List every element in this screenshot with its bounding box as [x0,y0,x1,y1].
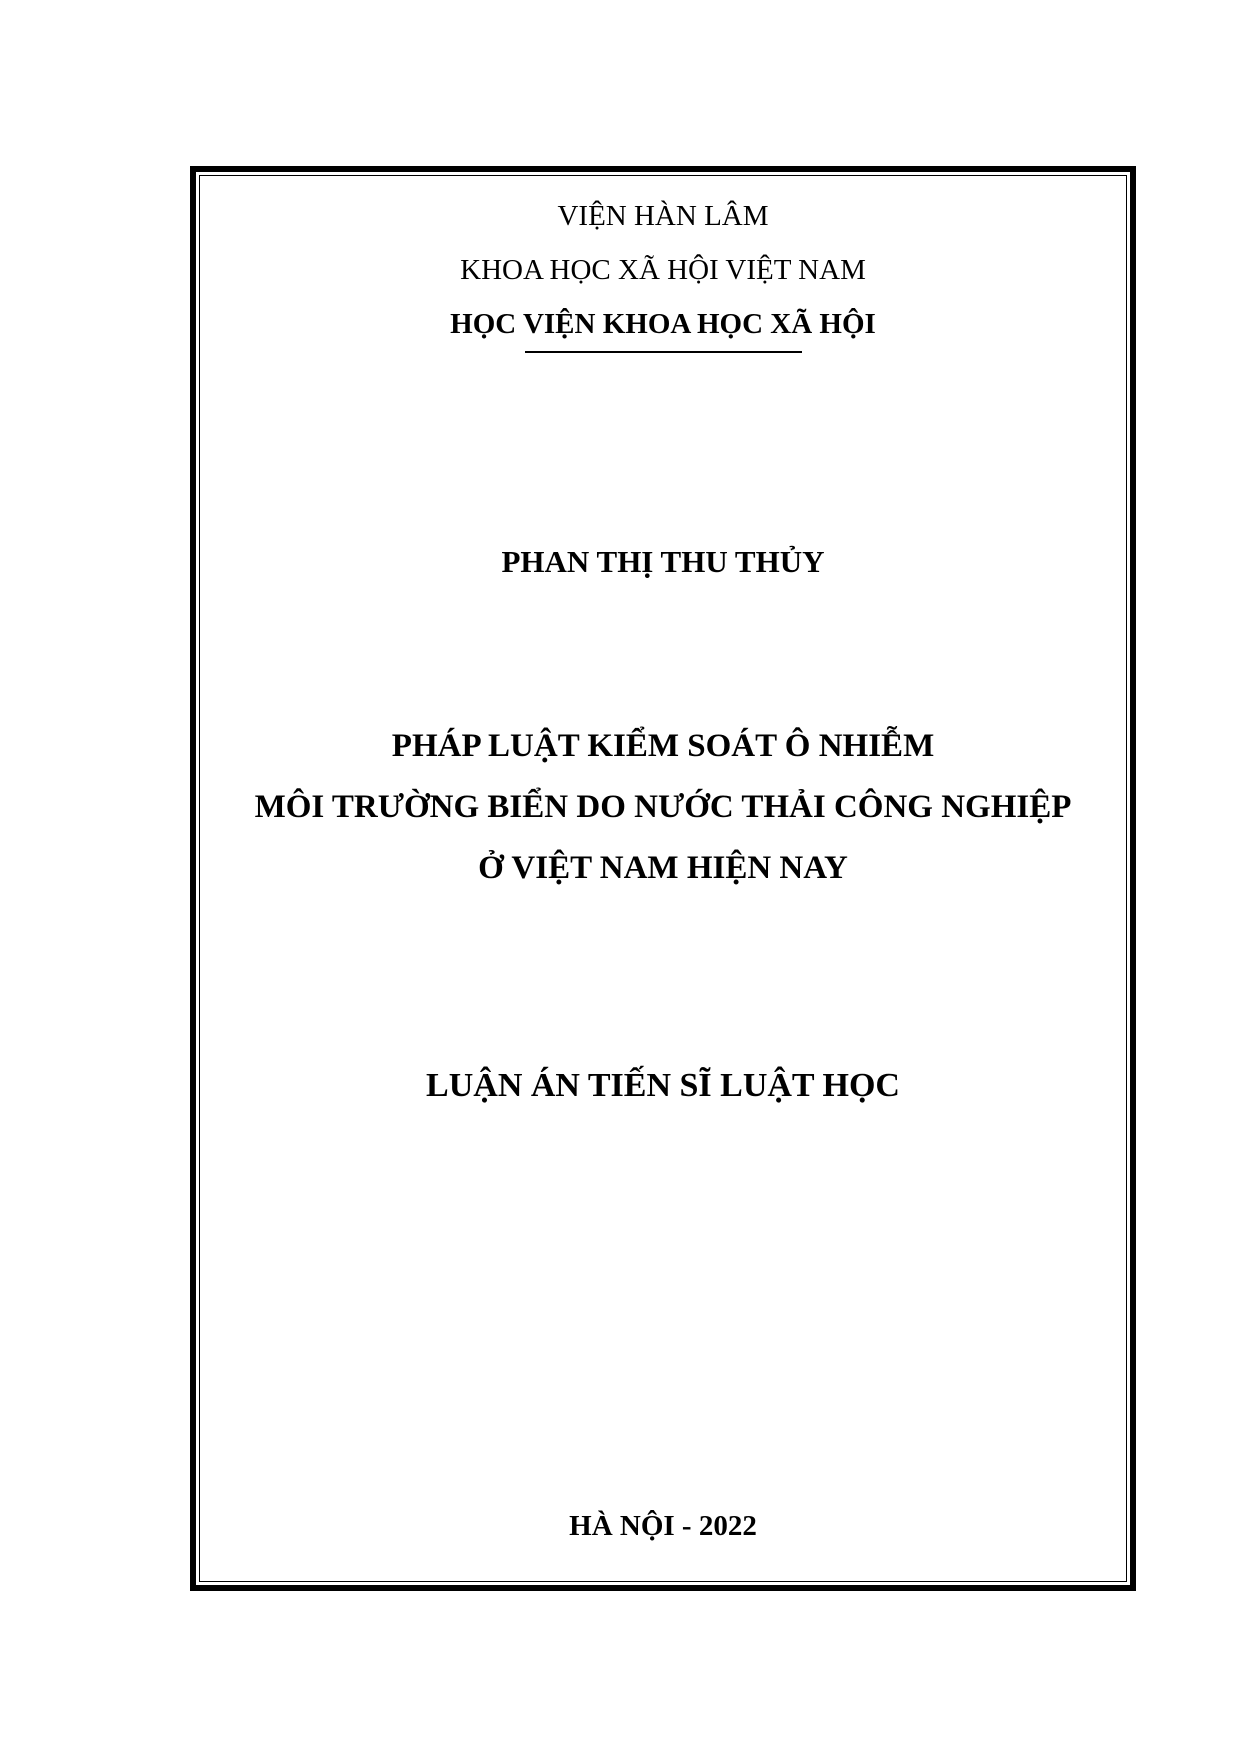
institution-line-2: KHOA HỌC XÃ HỘI VIỆT NAM [460,254,866,286]
institution-line-3: HỌC VIỆN KHOA HỌC XÃ HỘI [450,308,876,340]
place-year: HÀ NỘI - 2022 [569,1510,757,1542]
thesis-title-line-3: Ở VIỆT NAM HIỆN NAY [478,850,848,886]
thesis-title-line-1: PHÁP LUẬT KIỂM SOÁT Ô NHIỄM [391,728,935,764]
thesis-title-line-2: MÔI TRƯỜNG BIỂN DO NƯỚC THẢI CÔNG NGHIỆP [254,789,1072,825]
author-name: PHAN THỊ THU THỦY [501,544,825,579]
institution-line-1: VIỆN HÀN LÂM [557,200,769,232]
institution-underline [525,351,802,353]
degree-label: LUẬN ÁN TIẾN SĨ LUẬT HỌC [426,1067,900,1104]
